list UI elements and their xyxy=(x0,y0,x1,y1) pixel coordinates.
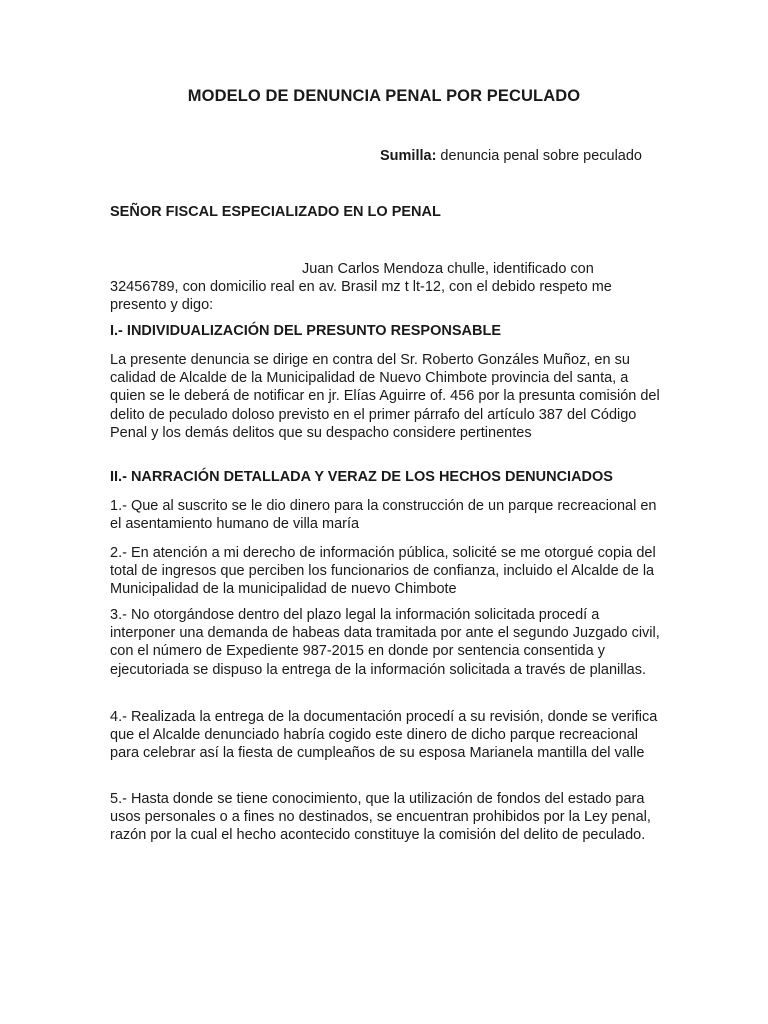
fact-item-2: 2.- En atención a mi derecho de información pública, solicité se me otorgué copia del total de ingresos que perciben los funcionarios de confianza, incluido el Alcalde de la Municipalidad de la municipalidad de nuevo Chimbote xyxy=(110,545,656,598)
sumilla-label: Sumilla: xyxy=(380,148,437,164)
fact-item-4: 4.- Realizada la entrega de la documentación procedí a su revisión, donde se verifica que el Alcalde denunciado habría cogido este dinero de dicho parque recreacional para celebrar así la fiesta de cumpleaños de su esposa Marianela mantilla del valle xyxy=(110,709,658,762)
document-title: MODELO DE DENUNCIA PENAL POR PECULADO xyxy=(187,87,581,105)
sumilla-text: denuncia penal sobre peculado xyxy=(436,148,642,164)
intro-paragraph xyxy=(110,260,666,315)
sumilla-line xyxy=(380,148,642,164)
intro-rest: 32456789, con domicilio real en av. Brasil mz t lt-12, con el debido respeto me presento y digo: xyxy=(110,279,612,314)
intro-first-line: Juan Carlos Mendoza chulle, identificado con xyxy=(302,261,594,277)
addressee-heading: SEÑOR FISCAL ESPECIALIZADO EN LO PENAL xyxy=(110,204,441,220)
fact-item-5: 5.- Hasta donde se tiene conocimiento, que la utilización de fondos del estado para usos personales o a fines no destinados, se encuentran prohibidos por la Ley penal, razón por la cual el hecho acontecido constituye la comisión del delito de peculado. xyxy=(110,791,651,844)
section-heading-narracion: II.- NARRACIÓN DETALLADA Y VERAZ DE LOS HECHOS DENUNCIADOS xyxy=(110,469,613,485)
section-paragraph-individualizacion: La presente denuncia se dirige en contra del Sr. Roberto Gonzáles Muñoz, en su calidad de Alcalde de la Municipalidad de Nuevo Chimbote provincia del santa, a quien se le deberá de notificar en jr. Elías Aguirre of. 456 por la presunta comisión del delito de peculado doloso previsto en el primer párrafo del artículo 387 del Código Penal y los demás delitos que su despacho considere pertinentes xyxy=(110,352,660,441)
fact-item-3: 3.- No otorgándose dentro del plazo legal la información solicitada procedí a interponer una demanda de habeas data tramitada por ante el segundo Juzgado civil, con el número de Expediente 987-2015 en donde por sentencia consentida y ejecutoriada se dispuso la entrega de la información solicitada a través de planillas. xyxy=(110,607,660,678)
fact-item-1: 1.- Que al suscrito se le dio dinero para la construcción de un parque recreacional en el asentamiento humano de villa maría xyxy=(110,498,657,533)
section-heading-individualizacion: I.- INDIVIDUALIZACIÓN DEL PRESUNTO RESPONSABLE xyxy=(110,323,501,339)
